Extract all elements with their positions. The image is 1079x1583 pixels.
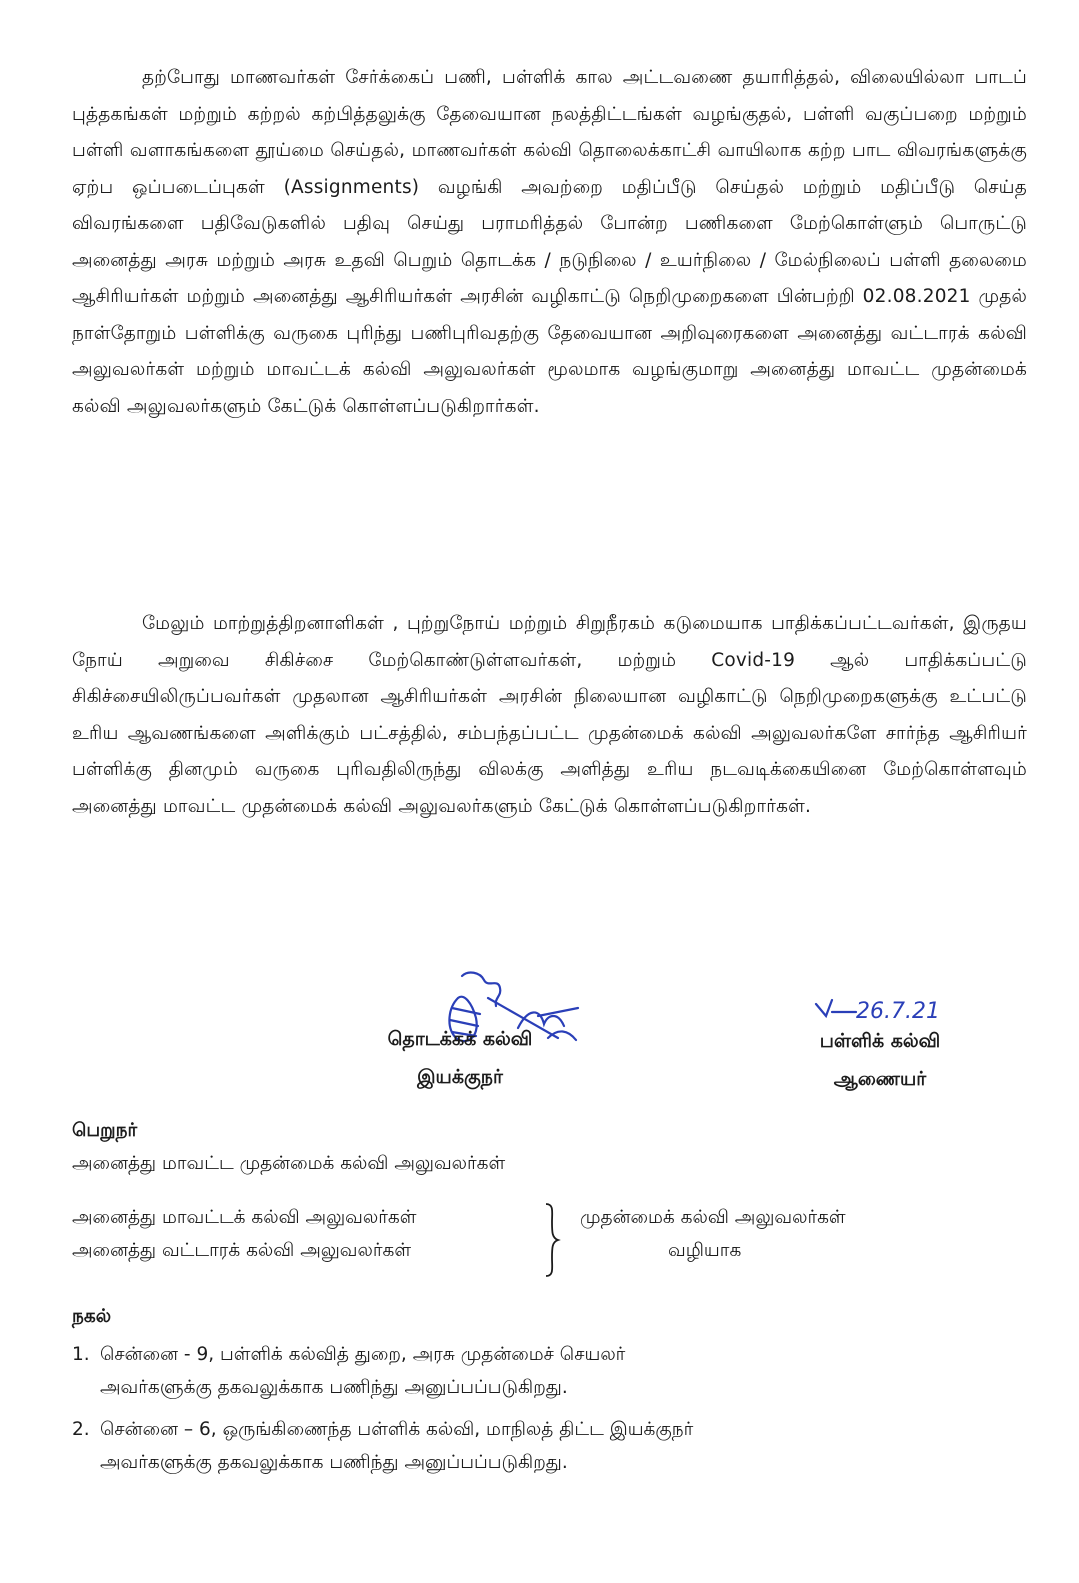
recipient-item: அனைத்து மாவட்ட முதன்மைக் கல்வி அலுவலர்கள்	[72, 1153, 506, 1174]
copy-item-text: சென்னை - 9, பள்ளிக் கல்வித் துறை, அரசு முதன்மைச் செயலர்	[100, 1344, 626, 1365]
copy-item-number: 1.	[72, 1344, 90, 1365]
commissioner-title-line1: பள்ளிக் கல்வி	[819, 1030, 941, 1052]
signature-block-director	[340, 1020, 580, 1096]
recipient-item: அனைத்து மாவட்டக் கல்வி அலுவலர்கள்	[72, 1207, 417, 1228]
signature-block-commissioner	[780, 1022, 980, 1098]
recipients-heading: பெறுநர்	[72, 1120, 138, 1141]
copy-list-item	[72, 1338, 625, 1404]
copy-item-continuation: அவர்களுக்கு தகவலுக்காக பணிந்து அனுப்பப்படுகிறது.	[100, 1452, 568, 1473]
signature-date: 26.7.21	[856, 999, 940, 1024]
body-paragraph-2: மேலும் மாற்றுத்திறனாளிகள் , புற்றுநோய் மற்றும் சிறுநீரகம் கடுமையாக பாதிக்கப்பட்டவர்கள், இருதய நோய் அறுவை சிகிச்சை மேற்கொண்டுள்ளவர்கள், மற்றும் Covid-19 ஆல் பாதிக்கப்பட்டு சிகிச்சையிலிருப்பவர்கள் முதலான ஆசிரியர்கள் அரசின் நிலையான வழிகாட்டு நெறிமுறைகளுக்கு உட்பட்டு உரிய ஆவணங்களை அளிக்கும் பட்சத்தில், சம்பந்தப்பட்ட முதன்மைக் கல்வி அலுவலர்களே சார்ந்த ஆசிரியர் பள்ளிக்கு தினமும் வருகை புரிவதிலிருந்து விலக்கு அளித்து உரிய நடவடிக்கையினை மேற்கொள்ளவும் அனைத்து மாவட்ட முதன்மைக் கல்வி அலுவலர்களும் கேட்டுக் கொள்ளப்படுகிறார்கள்.	[72, 613, 1027, 817]
recipient-item: அனைத்து வட்டாரக் கல்வி அலுவலர்கள்	[72, 1240, 412, 1261]
right-brace-icon	[540, 1200, 564, 1280]
commissioner-title-line2: ஆணையர்	[833, 1068, 927, 1090]
body-paragraph-1: தற்போது மாணவர்கள் சேர்க்கைப் பணி, பள்ளிக் கால அட்டவணை தயாரித்தல், விலையில்லா பாடப் புத்தகங்கள் மற்றும் கற்றல் கற்பித்தலுக்கு தேவையான நலத்திட்டங்கள் வழங்குதல், பள்ளி வகுப்பறை மற்றும் பள்ளி வளாகங்களை தூய்மை செய்தல், மாணவர்கள் கல்வி தொலைக்காட்சி வாயிலாக கற்ற பாட விவரங்களுக்கு ஏற்ப ஒப்படைப்புகள் (Assignments) வழங்கி அவற்றை மதிப்பீடு செய்தல் மற்றும் மதிப்பீடு செய்த விவரங்களை பதிவேடுகளில் பதிவு செய்து பராமரித்தல் போன்ற பணிகளை மேற்கொள்ளும் பொருட்டு அனைத்து அரசு மற்றும் அரசு உதவி பெறும் தொடக்க / நடுநிலை / உயர்நிலை / மேல்நிலைப் பள்ளி தலைமை ஆசிரியர்கள் மற்றும் அனைத்து ஆசிரியர்கள் அரசின் வழிகாட்டு நெறிமுறைகளை பின்பற்றி 02.08.2021 முதல் நாள்தோறும் பள்ளிக்கு வருகை புரிந்து பணிபுரிவதற்கு தேவையான அறிவுரைகளை அனைத்து வட்டாரக் கல்வி அலுவலர்கள் மற்றும் மாவட்டக் கல்வி அலுவலர்கள் மூலமாக வழங்குமாறு அனைத்து மாவட்ட முதன்மைக் கல்வி அலுவலர்களும் கேட்டுக் கொள்ளப்படுகிறார்கள்.	[72, 67, 1027, 417]
director-title-line2: இயக்குநர்	[417, 1066, 503, 1088]
copy-item-number: 2.	[72, 1419, 90, 1440]
via-line-1: முதன்மைக் கல்வி அலுவலர்கள்	[580, 1207, 846, 1228]
copy-item-continuation: அவர்களுக்கு தகவலுக்காக பணிந்து அனுப்பப்படுகிறது.	[100, 1377, 568, 1398]
copy-heading: நகல்	[72, 1306, 112, 1327]
copy-list-item	[72, 1413, 693, 1479]
via-line-2: வழியாக	[668, 1240, 742, 1261]
director-title-line1: தொடக்கக் கல்வி	[387, 1028, 533, 1050]
copy-item-text: சென்னை – 6, ஒருங்கிணைந்த பள்ளிக் கல்வி, மாநிலத் திட்ட இயக்குநர்	[100, 1419, 694, 1440]
